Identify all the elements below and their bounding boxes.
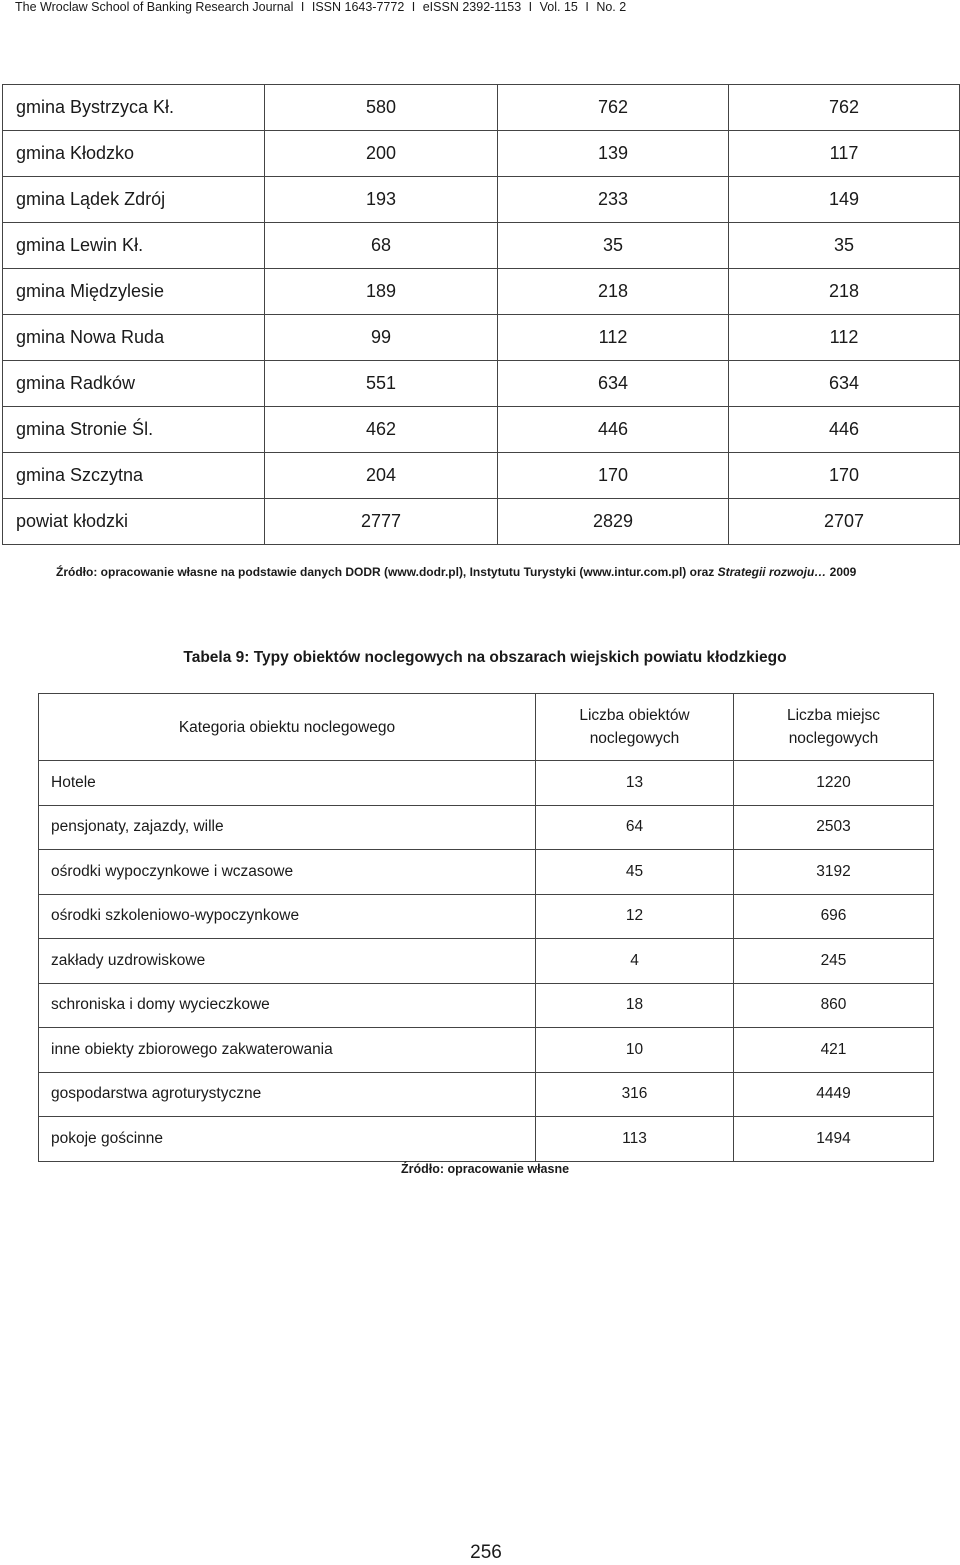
- category-cell: ośrodki wypoczynkowe i wczasowe: [39, 850, 536, 895]
- table-row: [39, 850, 934, 895]
- category-cell: schroniska i domy wycieczkowe: [39, 983, 536, 1028]
- value-cell: 462: [265, 407, 498, 453]
- places-count-cell: 2503: [734, 805, 934, 850]
- value-cell: 149: [729, 177, 960, 223]
- table-row: [39, 805, 934, 850]
- table-header-row: [39, 694, 934, 761]
- table-row: [3, 177, 960, 223]
- running-header: [15, 0, 626, 16]
- municipality-name: gmina Międzylesie: [3, 269, 265, 315]
- table-row: [3, 269, 960, 315]
- category-cell: ośrodki szkoleniowo-wypoczynkowe: [39, 894, 536, 939]
- value-cell: 634: [498, 361, 729, 407]
- places-count-cell: 245: [734, 939, 934, 984]
- category-cell: inne obiekty zbiorowego zakwaterowania: [39, 1028, 536, 1073]
- header-objects: Liczba obiektów noclegowych: [536, 694, 734, 761]
- municipality-name: powiat kłodzki: [3, 499, 265, 545]
- table-row: [39, 1028, 934, 1073]
- value-cell: 551: [265, 361, 498, 407]
- value-cell: 218: [498, 269, 729, 315]
- value-cell: 112: [729, 315, 960, 361]
- value-cell: 2707: [729, 499, 960, 545]
- table-row: [39, 1072, 934, 1117]
- table-row: [3, 361, 960, 407]
- value-cell: 580: [265, 85, 498, 131]
- table-row: [39, 894, 934, 939]
- value-cell: 233: [498, 177, 729, 223]
- municipality-name: gmina Nowa Ruda: [3, 315, 265, 361]
- separator: I: [300, 0, 305, 14]
- value-cell: 170: [729, 453, 960, 499]
- header-category: Kategoria obiektu noclegowego: [39, 694, 536, 761]
- municipality-name: gmina Lewin Kł.: [3, 223, 265, 269]
- municipality-table-body: [3, 85, 960, 545]
- value-cell: 218: [729, 269, 960, 315]
- places-count-cell: 1220: [734, 761, 934, 806]
- value-cell: 446: [729, 407, 960, 453]
- category-cell: pensjonaty, zajazdy, wille: [39, 805, 536, 850]
- value-cell: 200: [265, 131, 498, 177]
- municipality-name: gmina Radków: [3, 361, 265, 407]
- places-count-cell: 860: [734, 983, 934, 1028]
- table-row: [3, 315, 960, 361]
- municipality-name: gmina Kłodzko: [3, 131, 265, 177]
- category-cell: pokoje gościnne: [39, 1117, 536, 1162]
- places-count-cell: 421: [734, 1028, 934, 1073]
- places-count-cell: 3192: [734, 850, 934, 895]
- value-cell: 634: [729, 361, 960, 407]
- category-cell: gospodarstwa agroturystyczne: [39, 1072, 536, 1117]
- places-count-cell: 4449: [734, 1072, 934, 1117]
- value-cell: 68: [265, 223, 498, 269]
- objects-count-cell: 12: [536, 894, 734, 939]
- journal-title: The Wroclaw School of Banking Research Journal: [15, 0, 294, 14]
- value-cell: 170: [498, 453, 729, 499]
- municipality-name: gmina Bystrzyca Kł.: [3, 85, 265, 131]
- volume: Vol. 15: [539, 0, 578, 14]
- header-places: Liczba miejsc noclegowych: [734, 694, 934, 761]
- municipality-table: [2, 84, 960, 545]
- objects-count-cell: 10: [536, 1028, 734, 1073]
- issn: ISSN 1643-7772: [311, 0, 405, 14]
- table-row: [39, 761, 934, 806]
- municipality-name: gmina Szczytna: [3, 453, 265, 499]
- separator: I: [528, 0, 533, 14]
- table-source-note-2: Źródło: opracowanie własne: [400, 1162, 570, 1176]
- value-cell: 2777: [265, 499, 498, 545]
- table-row: [3, 499, 960, 545]
- page-number: 256: [470, 1542, 502, 1563]
- table-row: [3, 131, 960, 177]
- value-cell: 204: [265, 453, 498, 499]
- value-cell: 112: [498, 315, 729, 361]
- table-source-note: Źródło: opracowanie własne na podstawie danych DODR (www.dodr.pl), Instytutu Turystyki (www.intur.com.pl) oraz Strategii rozwoju… 2009: [56, 565, 857, 579]
- issue-number: No. 2: [596, 0, 627, 14]
- municipality-name: gmina Stronie Śl.: [3, 407, 265, 453]
- value-cell: 35: [729, 223, 960, 269]
- table-row: [3, 453, 960, 499]
- municipality-name: gmina Lądek Zdrój: [3, 177, 265, 223]
- value-cell: 762: [498, 85, 729, 131]
- category-cell: zakłady uzdrowiskowe: [39, 939, 536, 984]
- value-cell: 446: [498, 407, 729, 453]
- category-cell: Hotele: [39, 761, 536, 806]
- separator: I: [411, 0, 416, 14]
- places-count-cell: 1494: [734, 1117, 934, 1162]
- objects-count-cell: 45: [536, 850, 734, 895]
- value-cell: 2829: [498, 499, 729, 545]
- objects-count-cell: 4: [536, 939, 734, 984]
- objects-count-cell: 64: [536, 805, 734, 850]
- accommodation-table-body: [39, 761, 934, 1162]
- value-cell: 35: [498, 223, 729, 269]
- value-cell: 189: [265, 269, 498, 315]
- places-count-cell: 696: [734, 894, 934, 939]
- value-cell: 762: [729, 85, 960, 131]
- separator: I: [585, 0, 589, 14]
- table-row: [39, 1117, 934, 1162]
- table-row: [39, 983, 934, 1028]
- eissn: eISSN 2392-1153: [422, 0, 522, 14]
- table-row: [3, 407, 960, 453]
- table-row: [39, 939, 934, 984]
- objects-count-cell: 316: [536, 1072, 734, 1117]
- table-row: [3, 223, 960, 269]
- table-caption: Tabela 9: Typy obiektów noclegowych na obszarach wiejskich powiatu kłodzkiego: [183, 649, 787, 666]
- objects-count-cell: 113: [536, 1117, 734, 1162]
- value-cell: 99: [265, 315, 498, 361]
- value-cell: 139: [498, 131, 729, 177]
- accommodation-table: [38, 693, 934, 1162]
- table-row: [3, 85, 960, 131]
- value-cell: 117: [729, 131, 960, 177]
- objects-count-cell: 13: [536, 761, 734, 806]
- value-cell: 193: [265, 177, 498, 223]
- objects-count-cell: 18: [536, 983, 734, 1028]
